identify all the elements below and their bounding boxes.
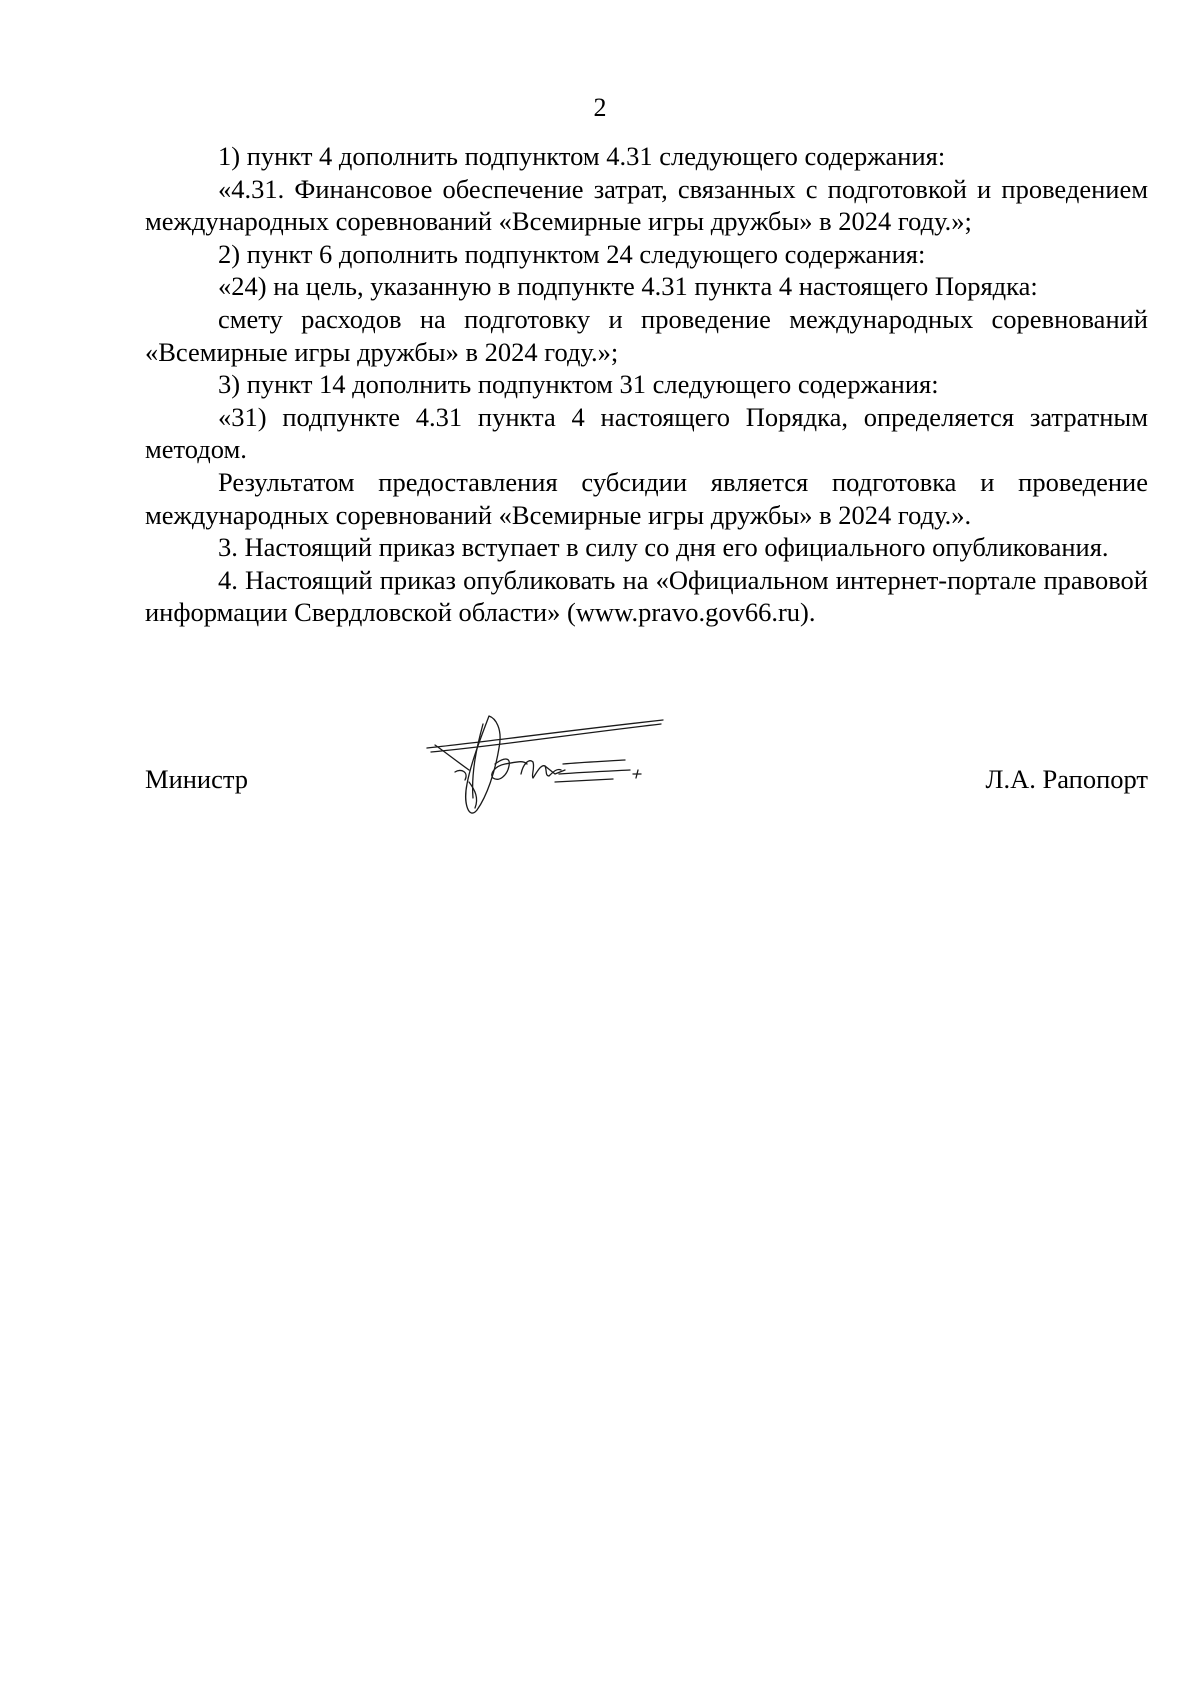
paragraph-item-2: 2) пункт 6 дополнить подпунктом 24 следующего содержания: <box>218 238 926 269</box>
paragraph-item-3: 3) пункт 14 дополнить подпунктом 31 следующего содержания: <box>218 369 939 400</box>
paragraph-item-31: «31) подпункте 4.31 пункта 4 настоящего Порядка, определяется затратным методом. <box>145 401 1148 465</box>
paragraph-estimate: смету расходов на подготовку и проведение международных соревнований «Всемирные игры дружбы» в 2024 году.»; <box>145 303 1148 367</box>
signatory-name: Л.А. Рапопорт <box>985 764 1148 794</box>
paragraph-result: Результатом предоставления субсидии является подготовка и проведение международных соревнований «Всемирные игры дружбы» в 2024 году.». <box>145 466 1148 530</box>
paragraph-effective: 3. Настоящий приказ вступает в силу со дня его официального опубликования. <box>218 532 1109 563</box>
paragraph-item-1: 1) пункт 4 дополнить подпунктом 4.31 следующего содержания: <box>218 141 946 171</box>
paragraph-item-24: «24) на цель, указанную в подпункте 4.31 пункта 4 настоящего Порядка: <box>218 271 1038 302</box>
page-number: 2 <box>593 93 607 122</box>
signatory-role: Министр <box>145 764 249 794</box>
paragraph-publish: 4. Настоящий приказ опубликовать на «Официальном интернет-портале правовой информации Свердловской области» (www.pravo.gov66.ru). <box>145 564 1148 628</box>
document-body <box>145 140 1148 629</box>
handwritten-signature-icon <box>425 712 675 822</box>
paragraph-item-4-31: «4.31. Финансовое обеспечение затрат, связанных с подготовкой и проведением международных соревнований «Всемирные игры дружбы» в 2024 году.»; <box>145 173 1148 237</box>
